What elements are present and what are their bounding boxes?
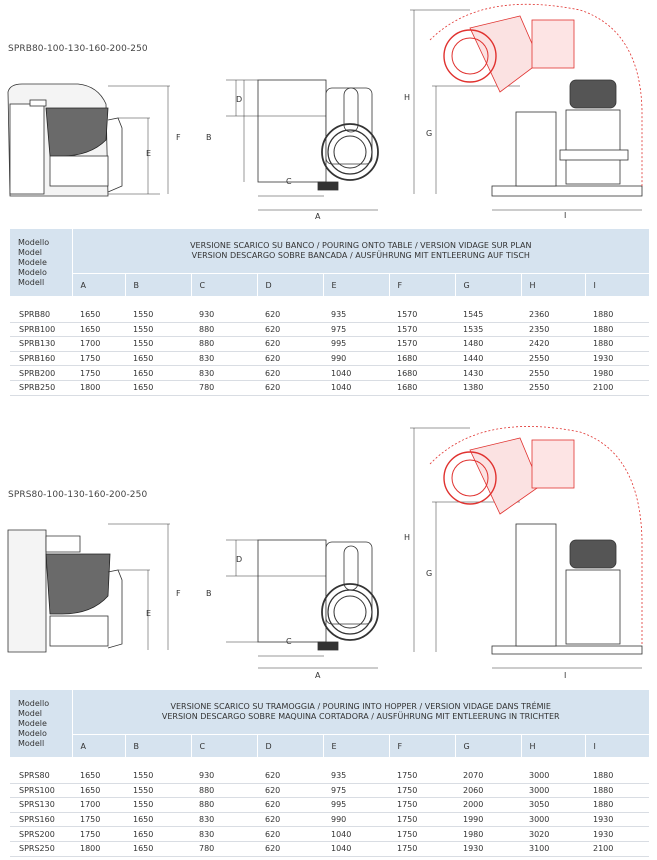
dimension-cell: 935 [323,769,389,783]
section-title-sprb: SPRB80-100-130-160-200-250 [8,44,148,54]
dimension-cell: 1930 [455,841,521,856]
dimension-cell: 1570 [389,337,455,352]
dimension-cell: 780 [191,380,257,395]
svg-text:G: G [426,569,433,578]
dimension-cell: 620 [257,366,323,381]
svg-text:H: H [404,533,411,542]
dimension-cell: 1380 [455,380,521,395]
dimension-cell: 1880 [585,769,649,783]
column-header: C [191,735,257,758]
dimension-cell: 1750 [389,841,455,856]
section-title-sprs: SPRS80-100-130-160-200-250 [8,490,148,500]
sprb-technical-drawing [0,0,657,222]
dimension-cell: 830 [191,812,257,827]
dimension-cell: 975 [323,322,389,337]
dimension-cell: 1880 [585,798,649,813]
dimension-cell: 975 [323,783,389,798]
dimension-cell: 1650 [125,812,191,827]
dimension-cell: 1550 [125,783,191,798]
dimension-cell: 1880 [585,322,649,337]
column-header: G [455,274,521,297]
dimension-cell: 2550 [521,366,585,381]
model-name-cell: SPRB100 [10,322,72,337]
dimension-cell: 3020 [521,827,585,842]
model-name-cell: SPRB160 [10,351,72,366]
dimension-cell: 1750 [389,798,455,813]
dimension-cell: 930 [191,769,257,783]
dimension-cell: 1880 [585,308,649,322]
dimension-cell: 1040 [323,841,389,856]
dimension-cell: 2420 [521,337,585,352]
model-name-cell: SPRB250 [10,380,72,395]
dimension-cell: 1700 [72,337,125,352]
svg-text:C: C [286,177,292,186]
sprb-side-view [8,84,170,196]
dimension-cell: 1930 [585,351,649,366]
dimension-cell: 780 [191,841,257,856]
table-row [10,337,649,352]
dimension-cell: 1545 [455,308,521,322]
dimension-cell: 995 [323,798,389,813]
table-row [10,783,649,798]
sprs-side-view [8,524,170,652]
column-header: D [257,735,323,758]
svg-text:G: G [426,129,433,138]
column-header: F [389,735,455,758]
svg-text:I: I [564,211,567,220]
dimension-cell: 1040 [323,366,389,381]
dimension-cell: 1550 [125,322,191,337]
dimension-cell: 1480 [455,337,521,352]
dimension-cell: 1880 [585,337,649,352]
svg-text:E: E [146,149,152,158]
dimension-cell: 930 [191,308,257,322]
svg-text:C: C [286,637,292,646]
dimension-cell: 620 [257,337,323,352]
dimension-cell: 1570 [389,322,455,337]
dimension-cell: 620 [257,812,323,827]
dimension-cell: 1650 [72,783,125,798]
dimension-cell: 620 [257,798,323,813]
table-row [10,827,649,842]
dimension-cell: 2350 [521,322,585,337]
table-row [10,366,649,381]
dimension-cell: 1750 [72,827,125,842]
dimension-cell: 990 [323,351,389,366]
dimension-cell: 1040 [323,827,389,842]
sprs-top-view [226,540,378,668]
column-header: I [585,274,649,297]
svg-text:A: A [315,671,321,680]
table-row [10,812,649,827]
dimension-cell: 1550 [125,308,191,322]
dimension-cell: 1750 [389,769,455,783]
column-header: F [389,274,455,297]
dimension-cell: 1750 [389,827,455,842]
dimension-cell: 1550 [125,798,191,813]
dimension-cell: 1750 [72,351,125,366]
sprb-spec-table [10,229,650,396]
model-name-cell: SPRS160 [10,812,72,827]
dimension-cell: 1880 [585,783,649,798]
column-header: B [125,274,191,297]
dimension-cell: 830 [191,351,257,366]
svg-text:I: I [564,671,567,680]
dimension-cell: 880 [191,322,257,337]
dimension-cell: 1650 [72,308,125,322]
dimension-cell: 620 [257,308,323,322]
dimension-cell: 1570 [389,308,455,322]
model-name-cell: SPRB80 [10,308,72,322]
dimension-cell: 1800 [72,380,125,395]
dimension-cell: 1980 [585,366,649,381]
column-header: I [585,735,649,758]
dimension-cell: 620 [257,827,323,842]
dimension-cell: 880 [191,337,257,352]
dimension-cell: 880 [191,798,257,813]
table-row [10,798,649,813]
dimension-cell: 1650 [125,827,191,842]
dimension-cell: 1440 [455,351,521,366]
dimension-cell: 620 [257,351,323,366]
table-row [10,841,649,856]
dimension-cell: 1535 [455,322,521,337]
dimension-cell: 2100 [585,380,649,395]
dimension-cell: 1650 [125,380,191,395]
model-name-cell: SPRB200 [10,366,72,381]
svg-text:B: B [206,133,212,142]
dimension-cell: 1550 [125,337,191,352]
svg-text:B: B [206,589,212,598]
dimension-cell: 1930 [585,827,649,842]
dimension-cell: 1040 [323,380,389,395]
dimension-cell: 1680 [389,366,455,381]
dimension-cell: 1430 [455,366,521,381]
svg-text:E: E [146,609,152,618]
version-header: VERSIONE SCARICO SU TRAMOGGIA / POURING INTO HOPPER / VERSION VIDAGE DANS TRÉMIE VERSION DESCARGO SOBRE MAQUINA CORTADORA / AUSFÜHRUNG MIT ENTLEERUNG IN TRICHTER [72,690,649,735]
dimension-cell: 1930 [585,812,649,827]
model-header: Modello Model Modele Modelo Modell [10,229,72,296]
dimension-cell: 2550 [521,351,585,366]
dimension-cell: 990 [323,812,389,827]
model-name-cell: SPRS130 [10,798,72,813]
dimension-cell: 1550 [125,769,191,783]
column-header: E [323,274,389,297]
dimension-cell: 2360 [521,308,585,322]
dimension-cell: 2070 [455,769,521,783]
dimension-cell: 3000 [521,783,585,798]
dimension-cell: 3100 [521,841,585,856]
dimension-cell: 830 [191,366,257,381]
dimension-cell: 1680 [389,351,455,366]
dimension-cell: 1750 [72,812,125,827]
dimension-cell: 2000 [455,798,521,813]
sprs-spec-table [10,690,650,857]
dimension-cell: 935 [323,308,389,322]
column-header: A [72,735,125,758]
svg-text:H: H [404,93,411,102]
dimension-cell: 1990 [455,812,521,827]
dimension-cell: 3050 [521,798,585,813]
column-header: D [257,274,323,297]
dimension-cell: 880 [191,783,257,798]
dimension-cell: 1680 [389,380,455,395]
table-row [10,322,649,337]
column-header: B [125,735,191,758]
dimension-cell: 3000 [521,769,585,783]
dimension-cell: 620 [257,380,323,395]
column-header: E [323,735,389,758]
column-header: H [521,274,585,297]
column-header: G [455,735,521,758]
svg-text:A: A [315,212,321,221]
model-name-cell: SPRB130 [10,337,72,352]
column-header: H [521,735,585,758]
dimension-cell: 1650 [72,769,125,783]
model-header: Modello Model Modele Modelo Modell [10,690,72,757]
sprs-technical-drawing [0,420,657,680]
dimension-cell: 3000 [521,812,585,827]
dimension-cell: 1650 [125,351,191,366]
svg-text:F: F [176,133,181,142]
dimension-cell: 1650 [125,841,191,856]
model-name-cell: SPRS80 [10,769,72,783]
version-header: VERSIONE SCARICO SU BANCO / POURING ONTO TABLE / VERSION VIDAGE SUR PLAN VERSION DESCARGO SOBRE BANCADA / AUSFÜHRUNG MIT ENTLEERUNG AUF TISCH [72,229,649,274]
dimension-cell: 1800 [72,841,125,856]
dimension-cell: 995 [323,337,389,352]
table-row [10,351,649,366]
dimension-cell: 830 [191,827,257,842]
model-name-cell: SPRS250 [10,841,72,856]
dimension-cell: 1980 [455,827,521,842]
dimension-cell: 1750 [389,812,455,827]
dimension-cell: 620 [257,841,323,856]
dimension-cell: 1650 [72,322,125,337]
model-name-cell: SPRS100 [10,783,72,798]
dimension-cell: 1650 [125,366,191,381]
table-row [10,308,649,322]
dimension-cell: 1750 [389,783,455,798]
column-header-row [10,274,649,297]
dimension-cell: 2100 [585,841,649,856]
dimension-cell: 2550 [521,380,585,395]
table-row [10,380,649,395]
svg-text:D: D [236,95,243,104]
column-header: C [191,274,257,297]
table-row [10,769,649,783]
svg-text:D: D [236,555,243,564]
dimension-cell: 1750 [72,366,125,381]
dimension-cell: 620 [257,783,323,798]
dimension-cell: 620 [257,322,323,337]
sprb-top-view [226,80,378,210]
dimension-cell: 1700 [72,798,125,813]
column-header: A [72,274,125,297]
column-header-row [10,735,649,758]
svg-text:F: F [176,589,181,598]
dimension-cell: 620 [257,769,323,783]
dimension-cell: 2060 [455,783,521,798]
model-name-cell: SPRS200 [10,827,72,842]
